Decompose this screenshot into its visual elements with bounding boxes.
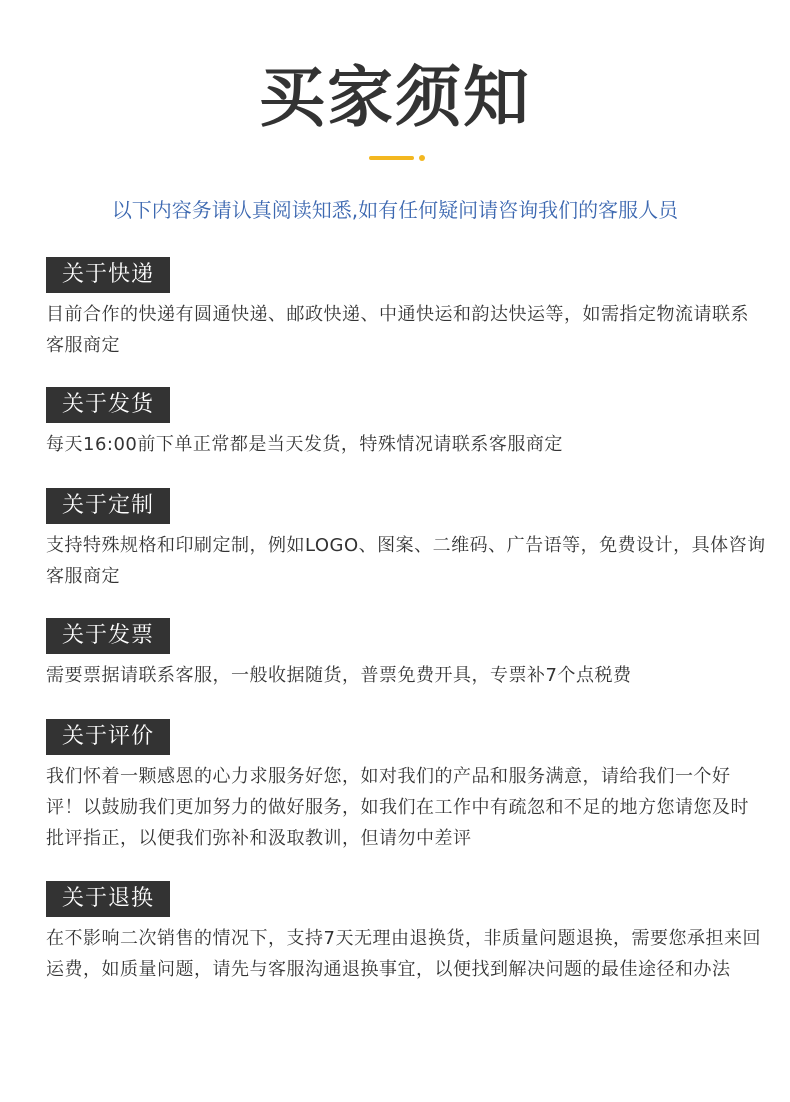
section-tag: 关于发货 xyxy=(46,387,170,423)
title-accent-line xyxy=(369,156,414,160)
section-review xyxy=(46,719,766,854)
section-tag: 关于发票 xyxy=(46,618,170,654)
section-tag: 关于定制 xyxy=(46,488,170,524)
section-body: 我们怀着一颗感恩的心力求服务好您，如对我们的产品和服务满意，请给我们一个好评！以鼓励我们更加努力的做好服务，如我们在工作中有疏忽和不足的地方您请您及时批评指正，以便我们弥补和汲取教训，但请勿中差评 xyxy=(46,766,749,849)
section-express xyxy=(46,257,766,361)
section-body: 目前合作的快递有圆通快递、邮政快递、中通快运和韵达快运等，如需指定物流请联系客服商定 xyxy=(46,304,749,356)
section-returns xyxy=(46,881,766,985)
section-body: 支持特殊规格和印刷定制，例如LOGO、图案、二维码、广告语等，免费设计，具体咨询客服商定 xyxy=(46,535,766,587)
page-title: 买家须知 xyxy=(259,59,531,136)
section-tag: 关于退换 xyxy=(46,881,170,917)
section-shipping xyxy=(46,387,766,460)
section-body: 需要票据请联系客服，一般收据随货，普票免费开具，专票补7个点税费 xyxy=(46,665,632,686)
section-tag: 关于评价 xyxy=(46,719,170,755)
section-tag: 关于快递 xyxy=(46,257,170,293)
section-body: 每天16:00前下单正常都是当天发货，特殊情况请联系客服商定 xyxy=(46,434,563,455)
section-customization xyxy=(46,488,766,592)
title-accent-dot xyxy=(419,155,425,161)
section-body: 在不影响二次销售的情况下，支持7天无理由退换货，非质量问题退换，需要您承担来回运费，如质量问题，请先与客服沟通退换事宜，以便找到解决问题的最佳途径和办法 xyxy=(46,928,761,980)
section-invoice xyxy=(46,618,766,691)
page-subtitle: 以下内容务请认真阅读知悉,如有任何疑问请咨询我们的客服人员 xyxy=(111,198,679,222)
